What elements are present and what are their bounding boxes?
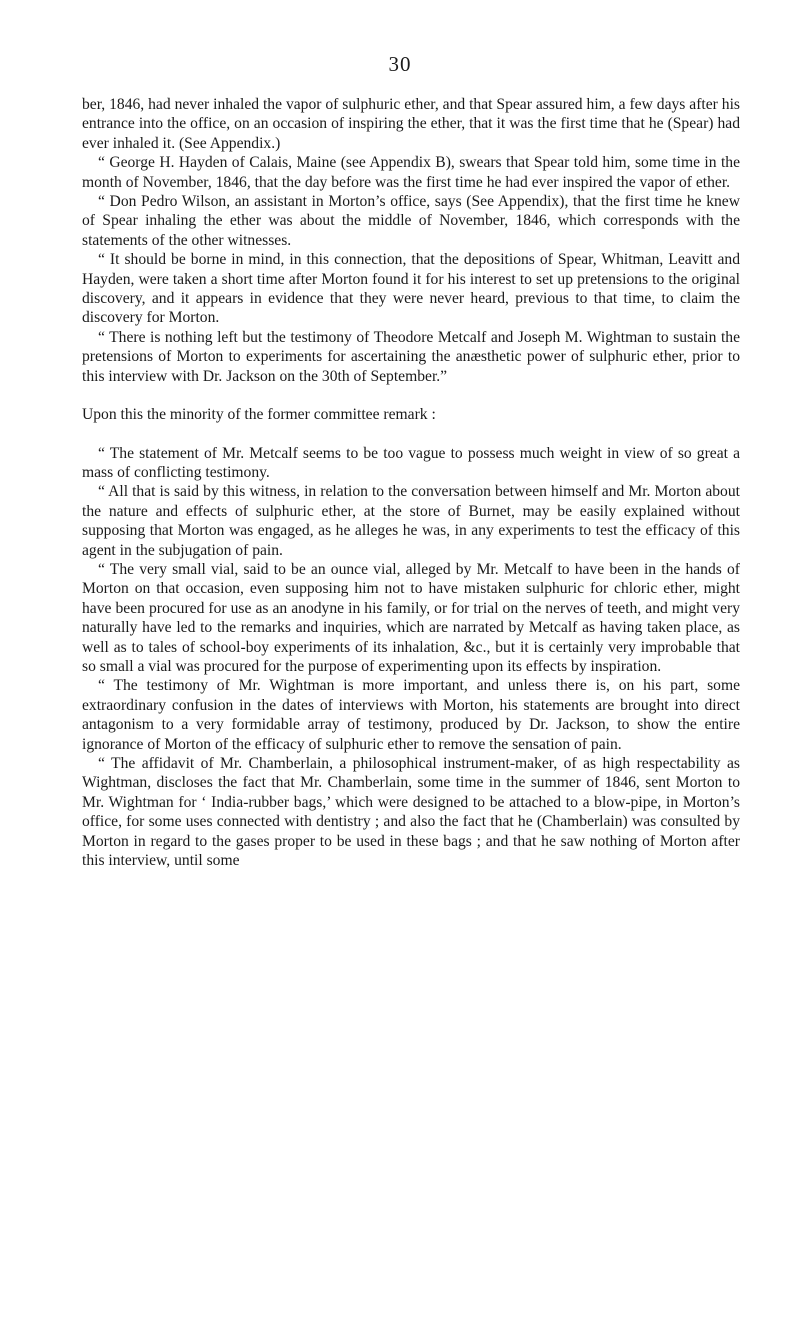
- page-number: 30: [388, 52, 412, 76]
- paragraph: “ The statement of Mr. Metcalf seems to be too vague to possess much weight in view of so great a mass of conflicting testimony.: [82, 444, 740, 481]
- paragraph: ber, 1846, had never inhaled the vapor of sulphuric ether, and that Spear assured him, a few days after his entrance into the office, on an occasion of inspiring the ether, that it was the first time that he (Spear) had ever inhaled it. (See Appendix.): [82, 96, 740, 152]
- paragraph: “ All that is said by this witness, in relation to the conversation between himself and Mr. Morton about the nature and effects of sulphuric ether, at the store of Burnet, may be easily explained without supposing that Morton was engaged, as he alleges he was, in any experiments to test the efficacy of this agent in the subjugation of pain.: [82, 483, 740, 559]
- paragraph: Upon this the minority of the former committee remark :: [82, 406, 436, 424]
- body-text: [82, 95, 740, 870]
- paragraph: “ The very small vial, said to be an ounce vial, alleged by Mr. Metcalf to have been in the hands of Morton on that occasion, even supposing him not to have mistaken sulphuric for chloric ether, might have been procured for use as an anodyne in his family, or for trial on the nerves of teeth, and might very naturally have led to the remarks and inquiries, which are narrated by Metcalf as having taken place, as well as to tales of school-boy experiments of its inhalation, &c., but it is certainly very improbable that so small a vial was procured for the purpose of experimenting upon its effects by inspiration.: [82, 560, 740, 675]
- paragraph: “ The testimony of Mr. Wightman is more important, and unless there is, on his part, some extraordinary confusion in the dates of interviews with Morton, his statements are brought into direct antagonism to a very formidable array of testimony, produced by Dr. Jackson, to show the entire ignorance of Morton of the efficacy of sulphuric ether to remove the sensation of pain.: [82, 677, 740, 753]
- paragraph: “ George H. Hayden of Calais, Maine (see Appendix B), swears that Spear told him, some time in the month of November, 1846, that the day before was the first time he had ever inspired the vapor of ether.: [82, 154, 740, 191]
- paragraph: “ Don Pedro Wilson, an assistant in Morton’s office, says (See Appendix), that the first time he knew of Spear inhaling the ether was about the middle of November, 1846, which corresponds with the statements of the other witnesses.: [82, 193, 740, 249]
- paragraph: “ There is nothing left but the testimony of Theodore Metcalf and Joseph M. Wightman to sustain the pretensions of Morton to experiments for ascertaining the anæsthetic power of sulphuric ether, prior to this interview with Dr. Jackson on the 30th of September.”: [82, 328, 740, 385]
- paragraph: “ It should be borne in mind, in this connection, that the depositions of Spear, Whitman, Leavitt and Hayden, were taken a short time after Morton found it for his interest to set up pretensions to the original discovery, and it appears in evidence that they were never heard, previous to that time, to claim the discovery for Morton.: [82, 251, 740, 327]
- paragraph: “ The affidavit of Mr. Chamberlain, a philosophical instrument-maker, of as high respectability as Wightman, discloses the fact that Mr. Chamberlain, some time in the summer of 1846, sent Morton to Mr. Wightman for ‘ India-rubber bags,’ which were designed to be attached to a blow-pipe, in Morton’s office, for some uses connected with dentistry ; and also the fact that he (Chamberlain) was consulted by Morton in regard to the gases proper to be used in these bags ; and that he saw nothing of Morton after this interview, until some: [82, 755, 740, 870]
